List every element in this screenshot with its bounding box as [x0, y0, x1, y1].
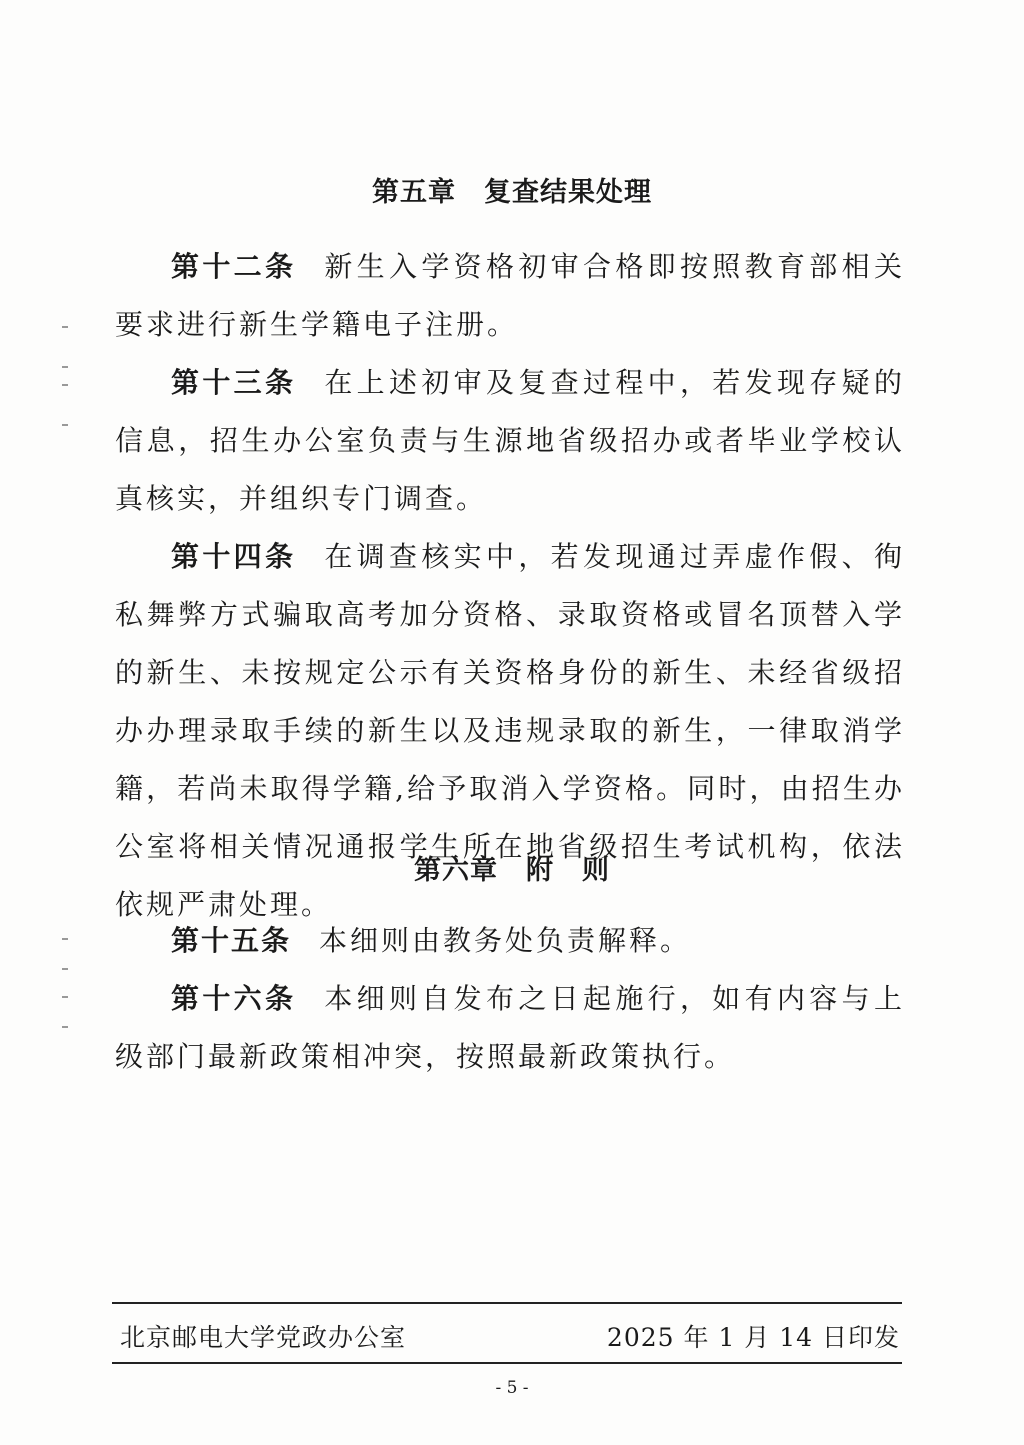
article-text: 在上述初审及复查过程中，若发现存疑的信息，招生办公室负责与生源地省级招办或者毕业学校认真核实，并组织专门调查。 [115, 366, 905, 515]
article-text: 在调查核实中，若发现通过弄虚作假、徇私舞弊方式骗取高考加分资格、录取资格或冒名顶替入学的新生、未按规定公示有关资格身份的新生、未经省级招办办理录取手续的新生以及违规录取的新生，一律取消学籍，若尚未取得学籍,给予取消入学资格。同时，由招生办公室将相关情况通报学生所在地省级招生考试机构，依法依规严肃处理。 [115, 540, 905, 921]
article-number: 第十三条 [171, 366, 297, 399]
chapter-5-title: 第五章 复查结果处理 [372, 177, 652, 208]
article-text: 本细则自发布之日起施行，如有内容与上级部门最新政策相冲突，按照最新政策执行。 [115, 982, 905, 1073]
page-number: - 5 - [495, 1378, 529, 1398]
margin-mark [62, 938, 68, 940]
margin-mark [62, 424, 68, 426]
article-16 [115, 970, 905, 1086]
chapter-5-body [115, 238, 905, 934]
chapter-6-body [115, 912, 905, 1086]
article-number: 第十五条 [171, 924, 292, 957]
margin-mark [62, 1026, 68, 1028]
article-number: 第十六条 [171, 982, 297, 1015]
margin-mark [62, 326, 68, 328]
margin-mark [62, 996, 68, 998]
footer-print-date: 2025 年 1 月 14 日印发 [606, 1323, 900, 1352]
margin-mark [62, 384, 68, 386]
margin-mark [62, 366, 68, 368]
chapter-6-title: 第六章 附 则 [414, 855, 610, 886]
article-13 [115, 354, 905, 528]
footer-organization: 北京邮电大学党政办公室 [120, 1323, 407, 1352]
article-12 [115, 238, 905, 354]
article-text: 新生入学资格初审合格即按照教育部相关要求进行新生学籍电子注册。 [115, 250, 905, 341]
article-number: 第十四条 [171, 540, 297, 573]
article-number: 第十二条 [171, 250, 297, 283]
margin-mark [62, 968, 68, 970]
article-text: 本细则由教务处负责解释。 [319, 924, 692, 957]
article-15 [115, 912, 905, 970]
footer-top-rule [112, 1302, 902, 1304]
footer-bottom-rule [112, 1362, 902, 1364]
